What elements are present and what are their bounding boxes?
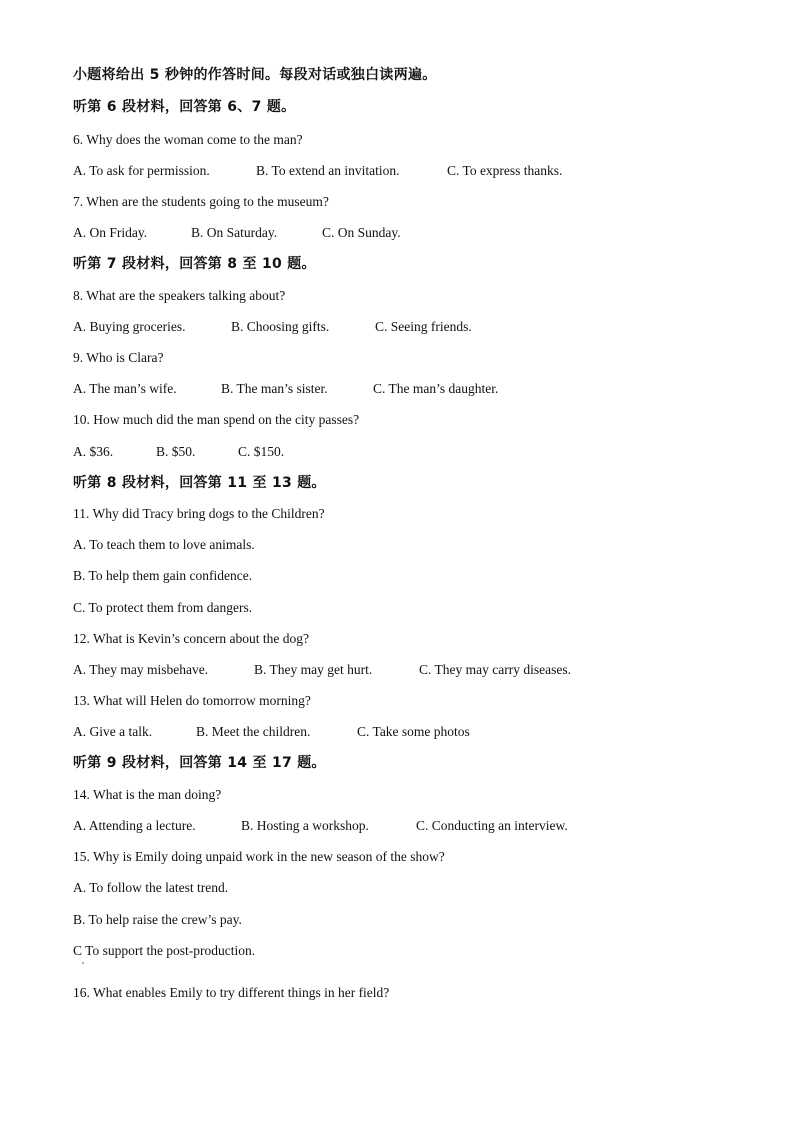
question-12: 12. What is Kevin’s concern about the dog? — [73, 631, 309, 646]
section-7-heading: 听第 7 段材料，回答第 8 至 10 题。 — [73, 256, 316, 272]
option-c: C. Take some photos — [357, 724, 470, 739]
question-15-option-b: B. To help raise the crew’s pay. — [73, 912, 242, 927]
option-c: C. $150. — [238, 444, 285, 459]
option-a: A. Buying groceries. — [73, 319, 186, 334]
option-c: C. To express thanks. — [447, 163, 563, 178]
option-b: B. Hosting a workshop. — [241, 818, 369, 833]
option-a: A. The man’s wife. — [73, 381, 177, 396]
option-a: A. To ask for permission. — [73, 163, 210, 178]
option-a: A. $36. — [73, 444, 114, 459]
question-7: 7. When are the students going to the museum? — [73, 194, 329, 209]
question-15: 15. Why is Emily doing unpaid work in the new season of the show? — [73, 849, 445, 864]
question-16: 16. What enables Emily to try different things in her field? — [73, 985, 390, 1000]
stray-mark — [82, 962, 84, 964]
option-a: A. Give a talk. — [73, 724, 153, 739]
question-13: 13. What will Helen do tomorrow morning? — [73, 693, 311, 708]
option-c: C. On Sunday. — [322, 225, 401, 240]
question-11-option-b: B. To help them gain confidence. — [73, 568, 253, 583]
option-b: B. The man’s sister. — [221, 381, 328, 396]
question-9: 9. Who is Clara? — [73, 350, 164, 365]
option-c: C. Seeing friends. — [375, 319, 472, 334]
question-6: 6. Why does the woman come to the man? — [73, 132, 303, 147]
question-8: 8. What are the speakers talking about? — [73, 288, 286, 303]
option-b: B. On Saturday. — [191, 225, 278, 240]
question-11-option-a: A. To teach them to love animals. — [73, 537, 255, 552]
option-a: A. Attending a lecture. — [73, 818, 196, 833]
option-b: B. Choosing gifts. — [231, 319, 330, 334]
question-11: 11. Why did Tracy bring dogs to the Children? — [73, 506, 325, 521]
section-9-heading: 听第 9 段材料，回答第 14 至 17 题。 — [73, 755, 326, 771]
question-11-option-c: C. To protect them from dangers. — [73, 600, 253, 615]
question-15-option-a: A. To follow the latest trend. — [73, 880, 229, 895]
option-b: B. They may get hurt. — [254, 662, 373, 677]
option-b: B. To extend an invitation. — [256, 163, 400, 178]
option-c: C. The man’s daughter. — [373, 381, 499, 396]
option-c: C. They may carry diseases. — [419, 662, 571, 677]
section-8-heading: 听第 8 段材料，回答第 11 至 13 题。 — [73, 475, 326, 491]
instruction-text: 小题将给出 5 秒钟的作答时间。每段对话或独白读两遍。 — [73, 67, 437, 83]
option-b: B. Meet the children. — [196, 724, 311, 739]
section-6-heading: 听第 6 段材料，回答第 6、7 题。 — [73, 99, 296, 115]
question-10: 10. How much did the man spend on the city passes? — [73, 412, 360, 427]
option-b: B. $50. — [156, 444, 196, 459]
question-14: 14. What is the man doing? — [73, 787, 222, 802]
option-a: A. On Friday. — [73, 225, 148, 240]
option-a: A. They may misbehave. — [73, 662, 209, 677]
option-c: C. Conducting an interview. — [416, 818, 568, 833]
question-15-option-c: C To support the post-production. — [73, 943, 256, 958]
